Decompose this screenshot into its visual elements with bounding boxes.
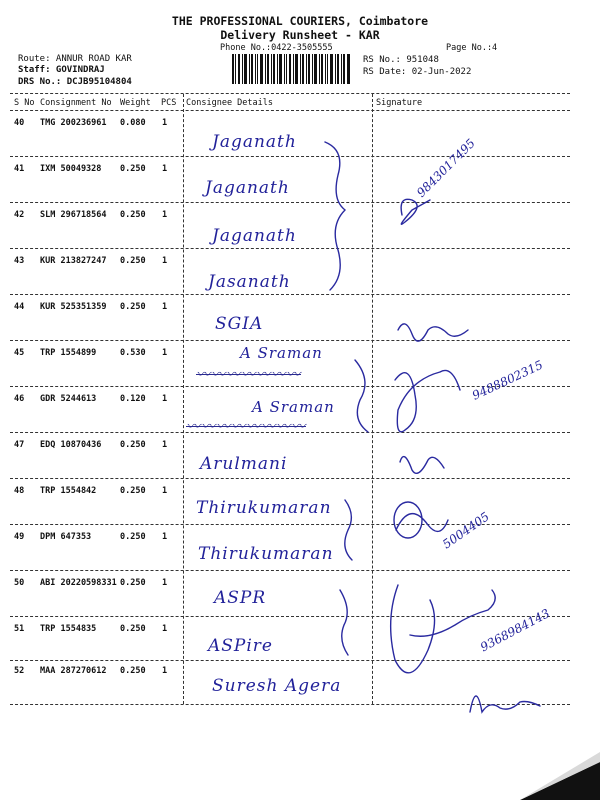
runsheet-title: Delivery Runsheet - KAR: [220, 28, 380, 42]
row-sno: 47: [14, 440, 25, 450]
row-sno: 42: [14, 210, 25, 220]
row-sno: 48: [14, 486, 25, 496]
row-consignment: SLM 296718564: [40, 210, 107, 220]
consignee-handwriting: Thirukumaran: [198, 544, 334, 564]
row-pcs: 1: [162, 394, 168, 404]
company-title: THE PROFESSIONAL COURIERS, Coimbatore: [171, 14, 429, 28]
page-number: Page No.:4: [446, 43, 498, 53]
consignee-handwriting: ASPR: [214, 588, 267, 608]
row-consignment: KUR 213827247: [40, 256, 107, 266]
consignee-handwriting: Suresh Agera: [212, 676, 342, 696]
col-weight: Weight: [120, 98, 151, 108]
row-weight: 0.250: [120, 666, 146, 676]
signature-phone-2: 9488802315: [470, 357, 546, 403]
struck-out-name: 〰〰〰〰〰〰〰〰: [186, 419, 306, 435]
row-sno: 45: [14, 348, 25, 358]
consignee-handwriting: Jaganath: [205, 178, 290, 198]
row-sno: 40: [14, 118, 25, 128]
row-weight: 0.250: [120, 486, 146, 496]
consignee-handwriting: A Sraman: [240, 344, 323, 362]
row-consignment: KUR 525351359: [40, 302, 107, 312]
row-weight: 0.250: [120, 532, 146, 542]
route-label: Route: ANNUR ROAD KAR: [18, 54, 132, 64]
row-sno: 51: [14, 624, 25, 634]
row-pcs: 1: [162, 256, 168, 266]
struck-out-name: 〰〰〰〰〰〰〰: [196, 367, 301, 383]
row-sno: 50: [14, 578, 25, 588]
col-pcs: PCS: [161, 98, 177, 108]
row-weight: 0.250: [120, 578, 146, 588]
row-pcs: 1: [162, 164, 168, 174]
drs-number: DRS No.: DCJB95104804: [18, 77, 132, 87]
phone-number: Phone No.:0422-3505555: [220, 43, 333, 53]
row-sno: 52: [14, 666, 25, 676]
col-signature: Signature: [376, 98, 423, 108]
consignee-handwriting: Arulmani: [200, 454, 288, 474]
col-consignee: Consignee Details: [186, 98, 273, 108]
row-weight: 0.080: [120, 118, 146, 128]
row-sno: 44: [14, 302, 25, 312]
consignee-handwriting: Jaganath: [212, 226, 297, 246]
row-pcs: 1: [162, 532, 168, 542]
rs-number: RS No.: 951048: [363, 55, 439, 65]
row-consignment: EDQ 10870436: [40, 440, 102, 450]
row-pcs: 1: [162, 118, 168, 128]
col-consignment: Consignment No: [40, 98, 112, 108]
row-pcs: 1: [162, 210, 168, 220]
row-weight: 0.250: [120, 624, 146, 634]
signature-phone-3: 5004405: [440, 509, 492, 552]
row-pcs: 1: [162, 624, 168, 634]
row-pcs: 1: [162, 578, 168, 588]
col-sno: S No: [14, 98, 35, 108]
row-consignment: TRP 1554835: [40, 624, 97, 634]
row-sno: 49: [14, 532, 25, 542]
row-weight: 0.250: [120, 256, 146, 266]
row-consignment: MAA 287270612: [40, 666, 107, 676]
row-weight: 0.530: [120, 348, 146, 358]
signature-phone-4: 9368984143: [478, 606, 552, 655]
consignee-handwriting: ASPire: [208, 636, 273, 656]
signature-phone-1: 9843017495: [414, 136, 478, 200]
row-weight: 0.250: [120, 164, 146, 174]
row-consignment: TRP 1554899: [40, 348, 97, 358]
consignee-handwriting: Jaganath: [212, 132, 297, 152]
consignee-handwriting: Jasanath: [208, 272, 291, 292]
row-consignment: IXM 50049328: [40, 164, 102, 174]
row-sno: 43: [14, 256, 25, 266]
row-pcs: 1: [162, 348, 168, 358]
row-sno: 46: [14, 394, 25, 404]
row-sno: 41: [14, 164, 25, 174]
row-consignment: TRP 1554842: [40, 486, 97, 496]
row-weight: 0.250: [120, 302, 146, 312]
consignee-handwriting: SGIA: [215, 314, 264, 334]
row-weight: 0.120: [120, 394, 146, 404]
row-weight: 0.250: [120, 440, 146, 450]
consignee-handwriting: Thirukumaran: [196, 498, 332, 518]
row-pcs: 1: [162, 666, 168, 676]
row-consignment: DPM 647353: [40, 532, 92, 542]
row-weight: 0.250: [120, 210, 146, 220]
consignee-handwriting: A Sraman: [252, 398, 335, 416]
row-pcs: 1: [162, 486, 168, 496]
staff-label: Staff: GOVINDRAJ: [18, 65, 105, 75]
row-consignment: TMG 200236961: [40, 118, 107, 128]
row-pcs: 1: [162, 302, 168, 312]
row-consignment: ABI 20220598331: [40, 578, 117, 588]
row-consignment: GDR 5244613: [40, 394, 97, 404]
row-pcs: 1: [162, 440, 168, 450]
rs-date: RS Date: 02-Jun-2022: [363, 67, 472, 77]
